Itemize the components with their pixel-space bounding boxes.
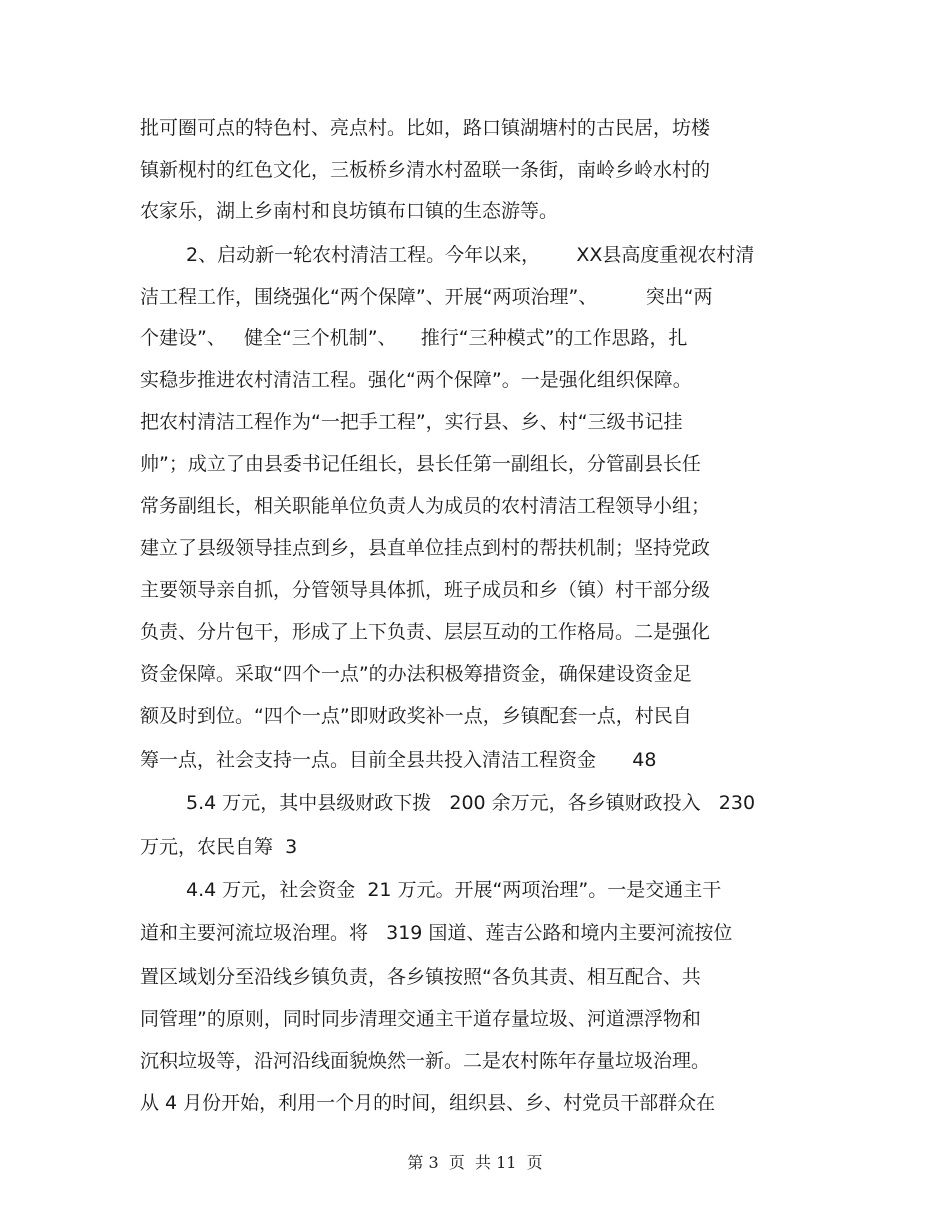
text-line: 农家乐，湖上乡南村和良坊镇布口镇的生态游等。 [140, 200, 559, 222]
text-line: 批可圈可点的特色村、亮点村。比如，路口镇湖塘村的古民居，坊楼 [140, 117, 711, 139]
text-line: 常务副组长，相关职能单位负责人为成员的农村清洁工程领导小组； [140, 495, 711, 517]
text-line: 道和主要河流垃圾治理。将 319 国道、莲吉公路和境内主要河流按位 [140, 922, 733, 944]
text-line: 实稳步推进农村清洁工程。强化“两个保障”。一是强化组织保障。 [140, 369, 692, 391]
text-line: 主要领导亲自抓，分管领导具体抓，班子成员和乡（镇）村干部分级 [140, 579, 711, 601]
text-line: 负责、分片包干，形成了上下负责、层层互动的工作格局。二是强化 [140, 621, 711, 643]
text-line: 4.4 万元，社会资金 21 万元。开展“两项治理”。一是交通主干 [186, 879, 722, 901]
text-line: 额及时到位。“四个一点”即财政奖补一点，乡镇配套一点，村民自 [140, 705, 692, 727]
text-line: 帅”；成立了由县委书记任组长，县长任第一副组长，分管副县长任 [140, 453, 701, 475]
text-line: 镇新枧村的红色文化，三板桥乡清水村盈联一条街，南岭乡岭水村的 [140, 159, 711, 181]
page-footer: 第 3 页 共 11 页 [407, 1153, 543, 1172]
text-line: 从 4 月份开始，利用一个月的时间，组织县、乡、村党员干部群众在 [140, 1092, 716, 1114]
text-line: 置区域划分至沿线乡镇负责，各乡镇按照“各负其责、相互配合、共 [140, 966, 701, 988]
text-line: 2、启动新一轮农村清洁工程。今年以来， XX县高度重视农村清 [186, 244, 755, 266]
text-line: 沉积垃圾等，沿河沿线面貌焕然一新。二是农村陈年存量垃圾治理。 [140, 1050, 711, 1072]
text-line: 洁工程工作，围绕强化“两个保障”、开展“两项治理”、 突出“两 [140, 286, 713, 308]
text-line: 资金保障。采取“四个一点”的办法积极筹措资金，确保建设资金足 [140, 663, 692, 685]
text-line: 把农村清洁工程作为“一把手工程”，实行县、乡、村“三级书记挂 [140, 411, 683, 433]
text-line: 建立了县级领导挂点到乡，县直单位挂点到村的帮扶机制；坚持党政 [140, 537, 711, 559]
text-line: 筹一点，社会支持一点。目前全县共投入清洁工程资金 48 [140, 749, 657, 771]
text-line: 同管理”的原则，同时同步清理交通主干道存量垃圾、河道漂浮物和 [140, 1008, 701, 1030]
text-line: 万元，农民自筹 3 [140, 836, 298, 858]
text-line: 5.4 万元，其中县级财政下拨 200 余万元，各乡镇财政投入 230 [186, 792, 756, 814]
text-line: 个建设”、 健全“三个机制”、 推行“三种模式”的工作思路，扎 [140, 327, 688, 349]
